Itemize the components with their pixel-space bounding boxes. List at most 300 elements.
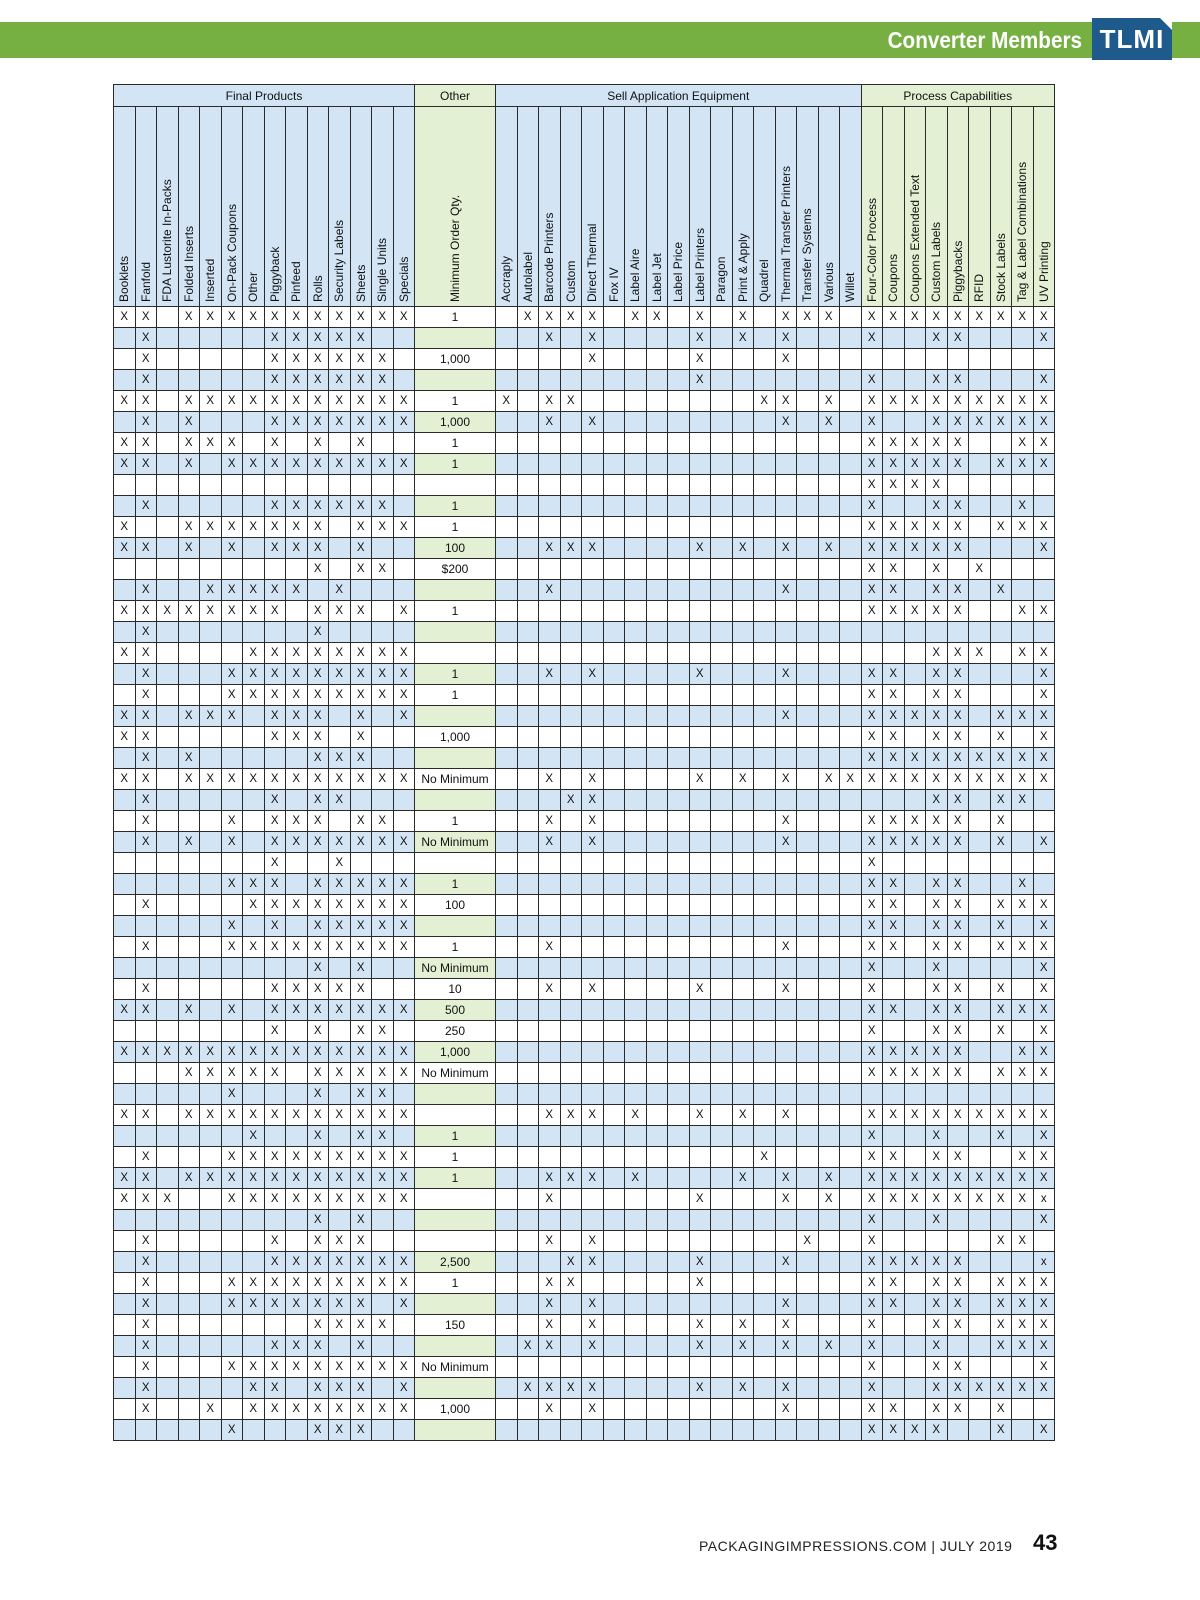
table-cell [496,685,518,706]
table-cell [732,832,754,853]
table-cell [711,1252,733,1273]
table-cell [840,1357,862,1378]
table-cell [969,1252,991,1273]
table-cell: X [775,1252,797,1273]
table-cell: X [861,895,883,916]
table-cell [754,1168,776,1189]
table-cell: X [264,1042,286,1063]
table-cell [775,1210,797,1231]
table-cell: X [264,1000,286,1021]
table-cell [775,685,797,706]
table-cell [668,601,690,622]
table-cell [754,601,776,622]
table-cell [969,1210,991,1231]
table-cell [539,727,561,748]
table-cell [603,1357,625,1378]
table-cell [372,1294,394,1315]
table-cell: X [135,370,157,391]
table-cell [818,1252,840,1273]
table-cell: X [904,706,926,727]
table-cell: X [393,664,415,685]
table-cell [114,937,136,958]
table-cell [904,1147,926,1168]
table-cell: X [372,370,394,391]
table-cell: X [689,1252,711,1273]
table-cell [517,454,539,475]
table-cell [114,1021,136,1042]
table-cell [200,853,222,874]
table-cell [1012,538,1034,559]
column-header-label: Minimum Order Qty. [448,194,462,302]
table-cell [496,1084,518,1105]
table-cell [496,517,518,538]
table-cell [517,1105,539,1126]
table-cell: X [114,1168,136,1189]
table-cell: X [350,1420,372,1441]
table-cell: X [990,1294,1012,1315]
table-cell [560,517,582,538]
table-cell: X [350,307,372,328]
table-cell: X [883,580,905,601]
table-cell [775,1231,797,1252]
table-cell [200,1336,222,1357]
table-cell: X [135,1147,157,1168]
table-cell: X [926,1189,948,1210]
table-cell [904,1378,926,1399]
table-cell [372,328,394,349]
table-cell [797,664,819,685]
table-cell [840,874,862,895]
table-cell [221,370,243,391]
table-cell: X [178,1000,200,1021]
column-header [732,107,754,307]
table-cell [797,391,819,412]
table-cell [625,538,647,559]
table-cell [646,517,668,538]
table-cell [969,1336,991,1357]
table-cell [114,958,136,979]
table-cell [732,790,754,811]
table-cell [264,1126,286,1147]
table-cell: X [947,916,969,937]
table-cell: X [243,664,265,685]
table-cell [840,1000,862,1021]
table-cell: X [307,1420,329,1441]
table-cell: X [221,685,243,706]
table-cell: X [329,454,351,475]
table-cell: X [947,811,969,832]
column-header-label: Thermal Transfer Printers [778,165,793,302]
table-cell [990,433,1012,454]
table-cell [840,580,862,601]
table-cell [582,1147,604,1168]
table-cell: X [114,307,136,328]
table-cell [157,580,179,601]
table-cell: X [350,412,372,433]
table-cell: X [818,1189,840,1210]
table-cell [221,559,243,580]
table-cell: X [243,1063,265,1084]
column-header [415,107,496,307]
table-cell: X [883,1042,905,1063]
table-cell [797,685,819,706]
column-header-label: Security Labels [332,219,347,302]
table-cell: X [883,874,905,895]
group-header: Other [415,85,496,107]
table-cell [603,853,625,874]
table-cell [904,790,926,811]
table-cell [818,328,840,349]
table-cell [539,874,561,895]
table-cell: X [560,307,582,328]
table-cell [178,622,200,643]
table-cell [157,1126,179,1147]
table-cell: X [307,1021,329,1042]
table-cell [560,832,582,853]
table-cell: X [393,1189,415,1210]
table-cell [711,1357,733,1378]
table-cell [797,433,819,454]
table-cell [157,622,179,643]
table-cell [178,1252,200,1273]
table-cell: X [135,454,157,475]
table-cell: X [393,1378,415,1399]
table-cell: X [307,769,329,790]
table-cell [754,916,776,937]
table-cell [689,1126,711,1147]
table-cell [200,727,222,748]
table-cell [818,748,840,769]
table-cell: X [372,769,394,790]
table-cell [668,1357,690,1378]
table-cell [243,349,265,370]
table-cell [969,895,991,916]
table-cell [689,559,711,580]
table-row [114,1420,1055,1441]
table-row [114,1210,1055,1231]
table-cell [114,1273,136,1294]
table-cell [969,958,991,979]
table-cell [582,1021,604,1042]
column-header-label: Direct Thermal [585,223,600,302]
table-cell: X [539,328,561,349]
column-header [904,107,926,307]
table-cell: X [157,1189,179,1210]
table-cell: X [689,979,711,1000]
table-cell [754,769,776,790]
table-cell [372,1420,394,1441]
table-cell [603,1294,625,1315]
table-cell [883,370,905,391]
table-cell: X [135,811,157,832]
table-cell [496,412,518,433]
table-cell [178,685,200,706]
table-cell [243,1315,265,1336]
table-cell: X [135,622,157,643]
table-cell [732,580,754,601]
table-cell [603,1105,625,1126]
table-cell: X [350,895,372,916]
table-cell [560,895,582,916]
table-cell [883,349,905,370]
table-cell: X [350,1021,372,1042]
table-cell [114,412,136,433]
table-cell [114,475,136,496]
table-cell [668,412,690,433]
table-cell [797,559,819,580]
table-cell [990,874,1012,895]
table-cell [818,643,840,664]
table-cell: X [393,1252,415,1273]
table-cell: X [1012,1294,1034,1315]
table-cell: X [200,307,222,328]
table-cell [754,1042,776,1063]
table-cell [393,1210,415,1231]
table-cell: X [264,454,286,475]
table-cell [797,895,819,916]
table-cell [372,1378,394,1399]
table-cell: X [582,1399,604,1420]
table-cell: X [904,811,926,832]
page-section-title: Converter Members [887,27,1082,53]
table-cell: X [264,664,286,685]
table-cell: X [372,1021,394,1042]
table-cell [646,1315,668,1336]
table-cell: X [307,979,329,1000]
table-cell [818,1399,840,1420]
table-cell [625,1420,647,1441]
table-cell [969,1399,991,1420]
min-order-cell: 1 [415,433,496,454]
column-header [711,107,733,307]
table-cell [990,559,1012,580]
min-order-cell [415,1189,496,1210]
table-cell: X [135,538,157,559]
table-row [114,748,1055,769]
table-cell [603,643,625,664]
table-cell: X [178,517,200,538]
table-cell: X [861,1273,883,1294]
column-header-label: Piggybacks [950,240,965,302]
table-cell: X [114,1042,136,1063]
table-cell [135,958,157,979]
table-cell [904,979,926,1000]
table-cell [200,1147,222,1168]
min-order-cell [415,748,496,769]
table-cell: X [329,1063,351,1084]
table-cell: X [135,349,157,370]
table-cell: X [926,601,948,622]
table-cell [496,1063,518,1084]
table-cell: X [775,1189,797,1210]
table-cell [157,1252,179,1273]
table-row [114,1021,1055,1042]
table-cell [969,1357,991,1378]
table-cell [178,1315,200,1336]
column-header-label: Label Jet [649,253,664,302]
table-cell [496,643,518,664]
table-cell [582,706,604,727]
table-cell: X [350,517,372,538]
table-cell [221,958,243,979]
table-cell: X [539,1315,561,1336]
table-cell [114,874,136,895]
table-cell [135,1063,157,1084]
table-cell: X [221,937,243,958]
table-cell: X [926,328,948,349]
table-cell [840,1420,862,1441]
table-cell [329,706,351,727]
table-cell [625,1252,647,1273]
table-cell: X [926,811,948,832]
table-cell [797,1378,819,1399]
table-cell [732,1252,754,1273]
min-order-cell [415,790,496,811]
table-cell [775,1357,797,1378]
table-cell [883,622,905,643]
table-cell: X [861,937,883,958]
table-cell [582,937,604,958]
table-cell [200,370,222,391]
table-cell [840,1084,862,1105]
table-cell [969,706,991,727]
table-row [114,580,1055,601]
table-cell [1033,622,1055,643]
table-cell [797,328,819,349]
table-cell: X [307,559,329,580]
table-cell [668,1084,690,1105]
table-cell: X [883,1399,905,1420]
table-cell: X [947,412,969,433]
table-cell [560,853,582,874]
table-cell [904,874,926,895]
table-cell: X [135,1105,157,1126]
table-cell [732,370,754,391]
table-cell [646,1399,668,1420]
table-cell [200,958,222,979]
table-cell [840,832,862,853]
table-cell: X [372,643,394,664]
table-cell [393,958,415,979]
table-cell [797,1000,819,1021]
table-cell [200,328,222,349]
table-cell [969,580,991,601]
table-cell: X [329,1189,351,1210]
table-cell [904,937,926,958]
table-cell [517,1252,539,1273]
table-cell [990,370,1012,391]
table-cell [947,958,969,979]
table-row [114,1315,1055,1336]
table-cell [393,475,415,496]
table-cell [797,979,819,1000]
table-cell [883,1231,905,1252]
table-cell [668,496,690,517]
table-cell [840,727,862,748]
table-row [114,496,1055,517]
table-cell [221,853,243,874]
table-row [114,538,1055,559]
table-cell [157,979,179,1000]
table-cell [517,895,539,916]
table-cell [754,580,776,601]
column-header-label: Single Units [375,237,390,302]
table-cell: X [329,349,351,370]
table-cell: X [372,916,394,937]
table-cell [264,559,286,580]
table-cell [200,475,222,496]
table-cell: X [307,1378,329,1399]
table-cell [517,1021,539,1042]
table-cell: X [286,370,308,391]
table-cell [711,601,733,622]
table-cell [1012,727,1034,748]
table-cell: X [243,937,265,958]
table-cell [603,811,625,832]
table-cell [603,748,625,769]
table-cell [517,622,539,643]
table-cell: X [1033,391,1055,412]
table-cell: X [689,307,711,328]
table-cell: X [178,1105,200,1126]
table-cell [539,622,561,643]
table-cell: X [372,1126,394,1147]
table-cell: X [307,454,329,475]
table-cell [625,1147,647,1168]
table-cell: X [243,1126,265,1147]
table-cell: X [350,1357,372,1378]
table-cell: X [350,454,372,475]
table-cell: X [372,559,394,580]
table-cell: X [286,496,308,517]
table-cell [689,832,711,853]
table-cell [560,1357,582,1378]
table-cell: X [904,1189,926,1210]
table-cell [689,685,711,706]
table-cell [969,916,991,937]
table-cell [775,853,797,874]
table-cell [372,1210,394,1231]
table-cell: X [861,1252,883,1273]
table-cell: X [178,601,200,622]
table-cell [625,685,647,706]
table-cell: X [243,454,265,475]
table-cell [307,853,329,874]
table-cell: X [947,832,969,853]
table-cell [732,706,754,727]
column-header [178,107,200,307]
table-cell: X [329,895,351,916]
table-cell: X [221,433,243,454]
table-cell [969,1084,991,1105]
table-cell [840,685,862,706]
table-cell: X [264,391,286,412]
table-cell: X [264,1168,286,1189]
table-cell [625,1357,647,1378]
table-cell [539,1000,561,1021]
table-cell: X [1012,454,1034,475]
table-cell [329,811,351,832]
table-cell [797,1252,819,1273]
table-cell [883,853,905,874]
table-cell [286,1378,308,1399]
table-cell: X [926,1378,948,1399]
table-cell [732,454,754,475]
table-cell: X [178,1168,200,1189]
table-cell [754,727,776,748]
table-cell: X [861,685,883,706]
table-cell [990,1042,1012,1063]
